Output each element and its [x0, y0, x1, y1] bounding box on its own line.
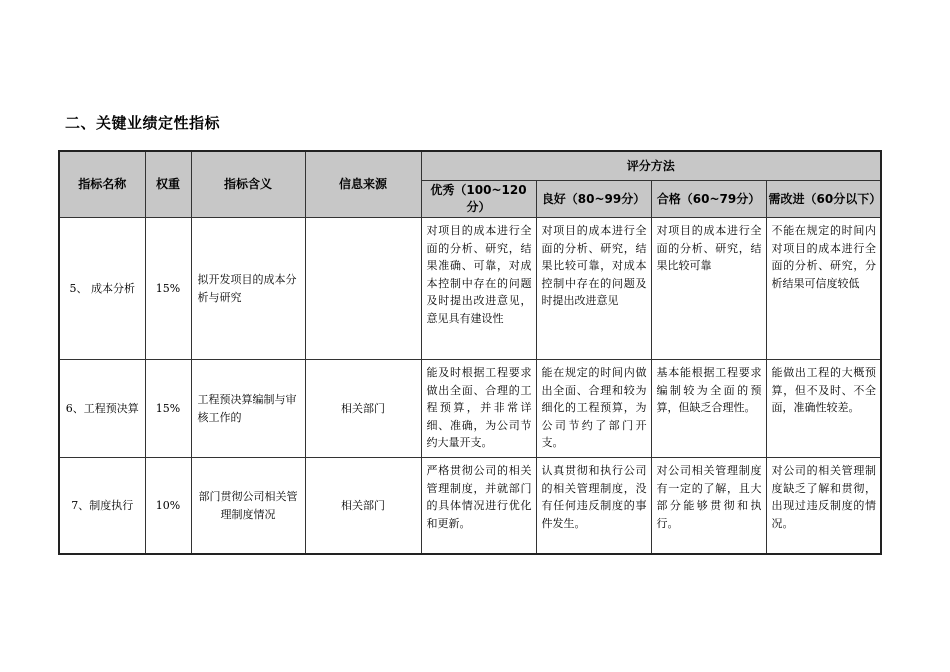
criteria-pass: 对项目的成本进行全面的分析、研究，结果比较可靠	[651, 218, 766, 360]
header-level-improve: 需改进（60分以下）	[766, 181, 881, 218]
criteria-pass: 基本能根据工程要求编制较为全面的预算，但缺乏合理性。	[651, 360, 766, 458]
indicator-weight: 15%	[145, 360, 191, 458]
indicator-name: 6、工程预决算	[59, 360, 145, 458]
indicator-name: 7、制度执行	[59, 458, 145, 555]
criteria-excellent: 能及时根据工程要求做出全面、合理的工程预算，并非常详细、准确，为公司节约大量开支。	[421, 360, 536, 458]
header-source: 信息来源	[305, 151, 421, 218]
indicator-source: 相关部门	[305, 458, 421, 555]
header-level-pass: 合格（60~79分）	[651, 181, 766, 218]
indicator-source	[305, 218, 421, 360]
table-row	[59, 458, 881, 555]
table-row	[59, 360, 881, 458]
criteria-improve: 对公司的相关管理制度缺乏了解和贯彻，出现过违反制度的情况。	[766, 458, 881, 555]
indicator-meaning: 工程预决算编制与审核工作的	[191, 360, 305, 458]
indicator-meaning: 部门贯彻公司相关管理制度情况	[191, 458, 305, 555]
criteria-good: 能在规定的时间内做出全面、合理和较为细化的工程预算，为公司节约了部门开支。	[536, 360, 651, 458]
criteria-improve: 不能在规定的时间内对项目的成本进行全面的分析、研究，分析结果可信度较低	[766, 218, 881, 360]
criteria-good: 对项目的成本进行全面的分析、研究，结果比较可靠，对成本控制中存在的问题及时提出改进意见	[536, 218, 651, 360]
indicator-name: 5、 成本分析	[59, 218, 145, 360]
criteria-improve: 能做出工程的大概预算，但不及时、不全面，准确性较差。	[766, 360, 881, 458]
header-weight: 权重	[145, 151, 191, 218]
criteria-excellent: 对项目的成本进行全面的分析、研究，结果准确、可靠，对成本控制中存在的问题及时提出改进意见，意见具有建设性	[421, 218, 536, 360]
header-level-good: 良好（80~99分）	[536, 181, 651, 218]
header-level-excellent: 优秀（100~120分）	[421, 181, 536, 218]
header-meaning: 指标含义	[191, 151, 305, 218]
indicator-weight: 10%	[145, 458, 191, 555]
header-name: 指标名称	[59, 151, 145, 218]
indicator-meaning: 拟开发项目的成本分析与研究	[191, 218, 305, 360]
section-title: 二、关键业绩定性指标	[65, 114, 221, 132]
criteria-pass: 对公司相关管理制度有一定的了解，且大部分能够贯彻和执行。	[651, 458, 766, 555]
criteria-good: 认真贯彻和执行公司的相关管理制度，没有任何违反制度的事件发生。	[536, 458, 651, 555]
header-method: 评分方法	[421, 151, 881, 181]
criteria-excellent: 严格贯彻公司的相关管理制度，并就部门的具体情况进行优化和更新。	[421, 458, 536, 555]
kpi-table	[58, 150, 882, 555]
table-row	[59, 218, 881, 360]
indicator-weight: 15%	[145, 218, 191, 360]
indicator-source: 相关部门	[305, 360, 421, 458]
